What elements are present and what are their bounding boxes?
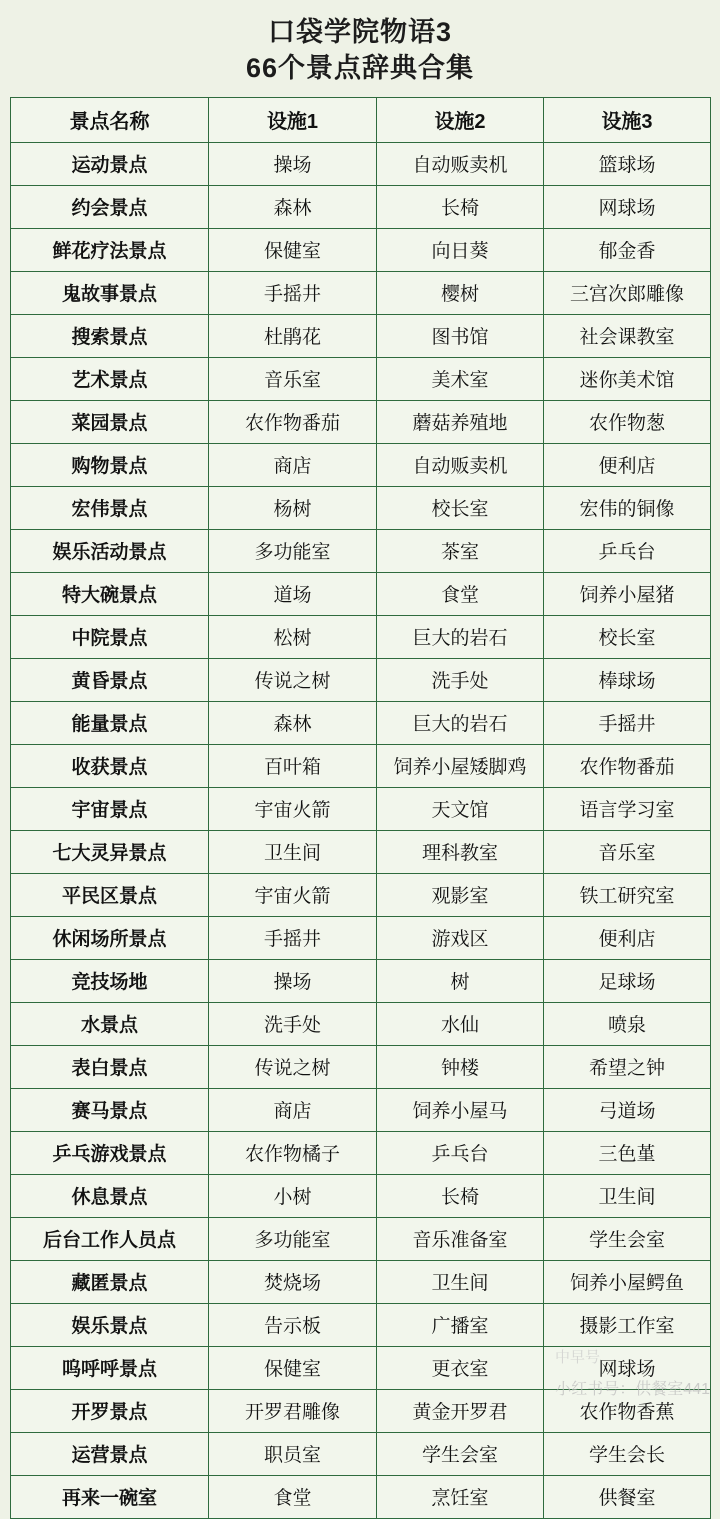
- table-row: [11, 1389, 711, 1432]
- attraction-name-cell: 呜呼呼景点: [11, 1346, 209, 1389]
- table-row: [11, 572, 711, 615]
- table-row: [11, 615, 711, 658]
- attraction-name-cell: 娱乐景点: [11, 1303, 209, 1346]
- facility-cell: 食堂: [377, 572, 544, 615]
- attraction-name-cell: 菜园景点: [11, 400, 209, 443]
- facility-cell: 铁工研究室: [544, 873, 711, 916]
- table-row: [11, 1346, 711, 1389]
- facility-cell: 巨大的岩石: [377, 615, 544, 658]
- table-row: [11, 1432, 711, 1475]
- facility-cell: 语言学习室: [544, 787, 711, 830]
- attractions-table: [10, 97, 711, 1519]
- facility-cell: 卫生间: [377, 1260, 544, 1303]
- facility-cell: 供餐室: [544, 1475, 711, 1518]
- facility-cell: 操场: [209, 142, 377, 185]
- table-row: [11, 228, 711, 271]
- facility-cell: 长椅: [377, 185, 544, 228]
- column-header: 设施3: [544, 97, 711, 142]
- attraction-name-cell: 收获景点: [11, 744, 209, 787]
- facility-cell: 音乐室: [209, 357, 377, 400]
- attraction-name-cell: 开罗景点: [11, 1389, 209, 1432]
- table-row: [11, 1174, 711, 1217]
- attraction-name-cell: 鲜花疗法景点: [11, 228, 209, 271]
- facility-cell: 手摇井: [544, 701, 711, 744]
- attraction-name-cell: 宇宙景点: [11, 787, 209, 830]
- attraction-name-cell: 平民区景点: [11, 873, 209, 916]
- table-row: [11, 271, 711, 314]
- facility-cell: 保健室: [209, 1346, 377, 1389]
- facility-cell: 棒球场: [544, 658, 711, 701]
- table-row: [11, 314, 711, 357]
- table-row: [11, 142, 711, 185]
- attraction-name-cell: 黄昏景点: [11, 658, 209, 701]
- attraction-name-cell: 能量景点: [11, 701, 209, 744]
- attraction-name-cell: 水景点: [11, 1002, 209, 1045]
- facility-cell: 饲养小屋马: [377, 1088, 544, 1131]
- table-row: [11, 486, 711, 529]
- facility-cell: 手摇井: [209, 916, 377, 959]
- facility-cell: 焚烧场: [209, 1260, 377, 1303]
- table-row: [11, 1131, 711, 1174]
- table-row: [11, 830, 711, 873]
- attraction-name-cell: 中院景点: [11, 615, 209, 658]
- facility-cell: 传说之树: [209, 1045, 377, 1088]
- facility-cell: 森林: [209, 701, 377, 744]
- facility-cell: 农作物葱: [544, 400, 711, 443]
- facility-cell: 美术室: [377, 357, 544, 400]
- table-row: [11, 1475, 711, 1518]
- attraction-name-cell: 宏伟景点: [11, 486, 209, 529]
- facility-cell: 蘑菇养殖地: [377, 400, 544, 443]
- table-row: [11, 873, 711, 916]
- facility-cell: 烹饪室: [377, 1475, 544, 1518]
- attraction-name-cell: 后台工作人员点: [11, 1217, 209, 1260]
- facility-cell: 手摇井: [209, 271, 377, 314]
- attraction-name-cell: 搜索景点: [11, 314, 209, 357]
- attraction-name-cell: 赛马景点: [11, 1088, 209, 1131]
- facility-cell: 茶室: [377, 529, 544, 572]
- facility-cell: 多功能室: [209, 1217, 377, 1260]
- facility-cell: 小树: [209, 1174, 377, 1217]
- attraction-name-cell: 鬼故事景点: [11, 271, 209, 314]
- facility-cell: 自动贩卖机: [377, 142, 544, 185]
- facility-cell: 卫生间: [544, 1174, 711, 1217]
- facility-cell: 图书馆: [377, 314, 544, 357]
- facility-cell: 饲养小屋矮脚鸡: [377, 744, 544, 787]
- facility-cell: 告示板: [209, 1303, 377, 1346]
- attraction-name-cell: 再来一碗室: [11, 1475, 209, 1518]
- attraction-name-cell: 竞技场地: [11, 959, 209, 1002]
- facility-cell: 百叶箱: [209, 744, 377, 787]
- facility-cell: 开罗君雕像: [209, 1389, 377, 1432]
- facility-cell: 喷泉: [544, 1002, 711, 1045]
- table-row: [11, 1088, 711, 1131]
- facility-cell: 音乐准备室: [377, 1217, 544, 1260]
- facility-cell: 郁金香: [544, 228, 711, 271]
- table-row: [11, 1260, 711, 1303]
- facility-cell: 自动贩卖机: [377, 443, 544, 486]
- facility-cell: 杜鹃花: [209, 314, 377, 357]
- column-header: 景点名称: [11, 97, 209, 142]
- facility-cell: 三宫次郎雕像: [544, 271, 711, 314]
- facility-cell: 校长室: [544, 615, 711, 658]
- table-row: [11, 787, 711, 830]
- title-line-2: 66个景点辞典合集: [245, 53, 475, 84]
- facility-cell: 广播室: [377, 1303, 544, 1346]
- table-row: [11, 400, 711, 443]
- facility-cell: 饲养小屋鳄鱼: [544, 1260, 711, 1303]
- facility-cell: 巨大的岩石: [377, 701, 544, 744]
- attraction-name-cell: 运营景点: [11, 1432, 209, 1475]
- table-row: [11, 658, 711, 701]
- facility-cell: 便利店: [544, 443, 711, 486]
- facility-cell: 卫生间: [209, 830, 377, 873]
- facility-cell: 长椅: [377, 1174, 544, 1217]
- facility-cell: 道场: [209, 572, 377, 615]
- facility-cell: 网球场: [544, 1346, 711, 1389]
- facility-cell: 食堂: [209, 1475, 377, 1518]
- facility-cell: 洗手处: [209, 1002, 377, 1045]
- facility-cell: 黄金开罗君: [377, 1389, 544, 1432]
- attraction-name-cell: 休闲场所景点: [11, 916, 209, 959]
- facility-cell: 天文馆: [377, 787, 544, 830]
- page-title: [10, 8, 710, 97]
- facility-cell: 传说之树: [209, 658, 377, 701]
- facility-cell: 社会课教室: [544, 314, 711, 357]
- table-row: [11, 1045, 711, 1088]
- table-row: [11, 1002, 711, 1045]
- facility-cell: 游戏区: [377, 916, 544, 959]
- column-header: 设施2: [377, 97, 544, 142]
- attraction-name-cell: 约会景点: [11, 185, 209, 228]
- facility-cell: 音乐室: [544, 830, 711, 873]
- facility-cell: 保健室: [209, 228, 377, 271]
- watermark-extra: 中早号: [554, 1349, 600, 1366]
- facility-cell: 水仙: [377, 1002, 544, 1045]
- table-row: [11, 701, 711, 744]
- facility-cell: 理科教室: [377, 830, 544, 873]
- attraction-name-cell: 七大灵异景点: [11, 830, 209, 873]
- facility-cell: 便利店: [544, 916, 711, 959]
- facility-cell: 商店: [209, 443, 377, 486]
- facility-cell: 杨树: [209, 486, 377, 529]
- facility-cell: 宏伟的铜像: [544, 486, 711, 529]
- facility-cell: 乒乓台: [377, 1131, 544, 1174]
- facility-cell: 宇宙火箭: [209, 873, 377, 916]
- facility-cell: 学生会长: [544, 1432, 711, 1475]
- facility-cell: 向日葵: [377, 228, 544, 271]
- facility-cell: 希望之钟: [544, 1045, 711, 1088]
- facility-cell: 学生会室: [377, 1432, 544, 1475]
- table-row: [11, 529, 711, 572]
- facility-cell: 乒乓台: [544, 529, 711, 572]
- watermark-handle: 小红书号：供餐室441: [555, 1381, 710, 1398]
- facility-cell: 职员室: [209, 1432, 377, 1475]
- facility-cell: 摄影工作室: [544, 1303, 711, 1346]
- facility-cell: 弓道场: [544, 1088, 711, 1131]
- table-row: [11, 443, 711, 486]
- attraction-name-cell: 娱乐活动景点: [11, 529, 209, 572]
- facility-cell: 宇宙火箭: [209, 787, 377, 830]
- facility-cell: 多功能室: [209, 529, 377, 572]
- facility-cell: 观影室: [377, 873, 544, 916]
- facility-cell: 足球场: [544, 959, 711, 1002]
- attraction-name-cell: 购物景点: [11, 443, 209, 486]
- facility-cell: 农作物番茄: [209, 400, 377, 443]
- facility-cell: 校长室: [377, 486, 544, 529]
- table-row: [11, 744, 711, 787]
- attraction-name-cell: 运动景点: [11, 142, 209, 185]
- attraction-name-cell: 艺术景点: [11, 357, 209, 400]
- attraction-name-cell: 表白景点: [11, 1045, 209, 1088]
- table-row: [11, 1303, 711, 1346]
- attraction-name-cell: 藏匿景点: [11, 1260, 209, 1303]
- attraction-name-cell: 特大碗景点: [11, 572, 209, 615]
- attraction-name-cell: 乒乓游戏景点: [11, 1131, 209, 1174]
- facility-cell: 农作物香蕉: [544, 1389, 711, 1432]
- title-line-1: 口袋学院物语3: [267, 17, 453, 47]
- facility-cell: 树: [377, 959, 544, 1002]
- table-row: [11, 959, 711, 1002]
- facility-cell: 更衣室: [377, 1346, 544, 1389]
- facility-cell: 三色堇: [544, 1131, 711, 1174]
- table-row: [11, 916, 711, 959]
- facility-cell: 学生会室: [544, 1217, 711, 1260]
- column-header: 设施1: [209, 97, 377, 142]
- facility-cell: 网球场: [544, 185, 711, 228]
- facility-cell: 森林: [209, 185, 377, 228]
- table-row: [11, 1217, 711, 1260]
- facility-cell: 操场: [209, 959, 377, 1002]
- facility-cell: 农作物番茄: [544, 744, 711, 787]
- facility-cell: 松树: [209, 615, 377, 658]
- facility-cell: 农作物橘子: [209, 1131, 377, 1174]
- table-row: [11, 357, 711, 400]
- facility-cell: 洗手处: [377, 658, 544, 701]
- facility-cell: 樱树: [377, 271, 544, 314]
- facility-cell: 迷你美术馆: [544, 357, 711, 400]
- table-row: [11, 185, 711, 228]
- attraction-name-cell: 休息景点: [11, 1174, 209, 1217]
- facility-cell: 篮球场: [544, 142, 711, 185]
- facility-cell: 饲养小屋猪: [544, 572, 711, 615]
- facility-cell: 商店: [209, 1088, 377, 1131]
- table-header-row: [11, 97, 711, 142]
- facility-cell: 钟楼: [377, 1045, 544, 1088]
